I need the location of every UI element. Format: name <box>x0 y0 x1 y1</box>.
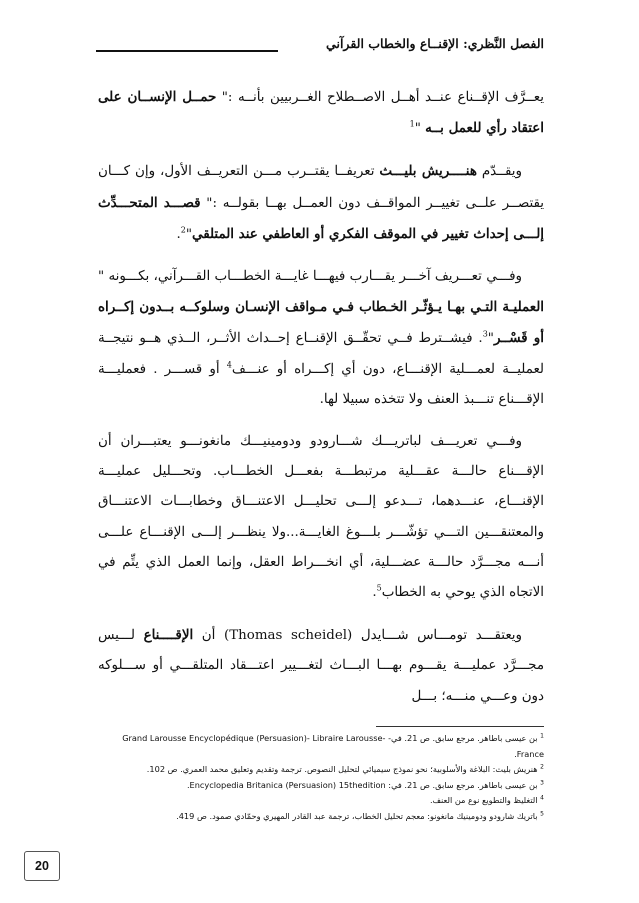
footnote-text: بن عيسى باطاهر. مرجع سابق. ص 21. في- Grand Larousse Encyclopédique (Persuasion)- Libraire Larousse-France. <box>122 733 544 759</box>
paragraph <box>98 427 544 608</box>
footnote-number: 3 <box>540 778 544 786</box>
main-text <box>98 82 544 724</box>
page-number: 20 <box>24 851 60 881</box>
footnote-marker: 2 <box>180 225 186 235</box>
text-run: ويقــدّم <box>476 164 522 180</box>
text-run: " <box>487 331 494 347</box>
page-header <box>96 34 544 64</box>
footnote-number: 1 <box>540 732 544 740</box>
footnote-marker: 3 <box>482 329 488 339</box>
footnote <box>98 778 544 794</box>
footnote-number: 4 <box>540 794 544 802</box>
emphasis-text: قصـــد المتحـــدِّث إلـــى إحداث تغيير في الموقف الفكري أو العاطفي عند المتلقي <box>98 194 544 242</box>
footnote-text: التغليظ والتطويع نوع من العنف. <box>429 795 541 805</box>
emphasis-text: حمــل الإنســان على اعتقاد رأي للعمل بــه <box>98 89 544 137</box>
emphasis-text: هنــــريش بليـــث <box>379 163 477 180</box>
footnote <box>98 809 544 825</box>
paragraph <box>98 156 544 250</box>
footnote-marker: 1 <box>409 119 415 129</box>
footnote-number: 2 <box>540 763 544 771</box>
text-run: لـــيس مجـــرَّد عمليـــة يقـــوم بهـــا البـــاث لتغـــيير اعتـــقاد المتلقـــي أو ســـلوكه دون وعـــي منـــه؛ بـــل <box>98 628 544 704</box>
footnote-marker: 5 <box>376 583 382 593</box>
paragraph <box>98 262 544 415</box>
text-run: أو قســـر . فعمليـــة الإقـــناع تنـــبذ العنف ولا تتخذه سبيلا لها. <box>98 361 544 407</box>
text-run: " <box>185 226 193 242</box>
paragraph <box>98 82 544 144</box>
header-rule <box>96 50 278 52</box>
emphasis-text: الإقــــناع <box>143 627 194 644</box>
footnote <box>98 793 544 809</box>
chapter-title: الفصل النَّظري: الإقنــاع والخطاب القرآني <box>326 36 544 51</box>
emphasis-text: العمليـة التـي بهـا يـؤثّـر الخـطاب فـي مـواقف الإنسـان وسلوكــه بــدون إكــراه أو قَسْــر <box>98 299 544 347</box>
text-run: . <box>176 226 181 242</box>
text-run: . <box>372 585 377 601</box>
footnote-text: بن عيسى باطاهر. مرجع سابق. ص 21. في: Encyclopedia Britanica (Persuasion) 15thedition. <box>186 779 541 790</box>
text-run: تعريفــا يقتــرب مـــن التعريــف الأول، وإن كـــان يقتصــر علــى تغييــر المواقــف دون العمــل بهــا بقولــه :" <box>98 164 544 211</box>
footnote-separator <box>376 726 544 727</box>
text-run: ويعتقـــد تومـــاس شـــايدل (Thomas scheidel) أن <box>193 628 523 644</box>
footnotes <box>98 731 544 824</box>
footnote-marker: 4 <box>226 360 232 370</box>
text-run: يعــرَّف الإقــناع عنــد أهــل الاصــطلاح الغــربيين بأنــه :" <box>216 90 544 105</box>
footnote <box>98 762 544 778</box>
text-run: وفـــي تعـــريف آخـــر يقـــارب فيهـــا غايـــة الخطـــاب القـــرآني، بكـــونه " <box>98 269 522 285</box>
footnote-number: 5 <box>540 809 544 817</box>
footnote-text: هنريش بليث: البلاغة والأسلوبية؛ نحو نموذج سيميائي لتحليل النصوص. ترجمة وتقديم وتعليق محمد العمري. ص 102. <box>146 764 541 774</box>
text-run: . فيشــترط فــي تحقّــق الإقنــاع إحــداث الأثــر، الــذي هــو نتيجــة لعمليــة لعمـــلية الإقنـــاع، دون أي إكـــراه أو عنـــف <box>98 331 544 377</box>
paragraph <box>98 620 544 712</box>
text-run: " <box>414 121 426 137</box>
footnote-text: باتريك شارودو ودومينيك مانغونو: معجم تحليل الخطاب، ترجمة عبد القادر المهيري وحمّادي صمود. ص 419. <box>176 810 541 821</box>
footnote <box>98 731 544 762</box>
text-run: وفـــي تعريـــف لباتريـــك شـــارودو ودومينيـــك مانغونـــو يعتبـــران أن الإقـــناع حالـــة عقـــلية مرتبطـــة بفعـــل الخطـــاب. وتحـــليل عمليـــة الإقنـــاع، عنـــدهما، تـــدعو إلـــى تحليـــل الاعتنـــاق وخطابـــات الاعتنـــاق والمعتنقـــين التـــي تؤشّـــر بلـــوغ الغايـــة...ولا ينظـــر إلـــى الإقنـــاع علـــى أنـــه مجـــرَّد حالـــة عضـــلية، أي انخـــراط العقل، وإنما العمل الذي يتِّم في الاتجاه الذي يوحي به الخطاب <box>98 434 544 601</box>
